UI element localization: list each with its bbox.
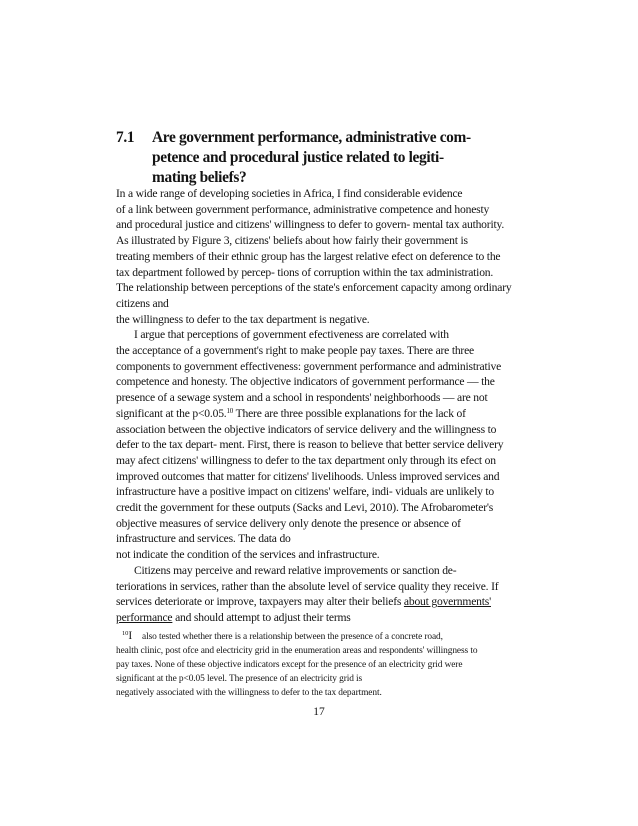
body-line: [116, 594, 520, 610]
underlined-phrase: about governments': [403, 595, 491, 609]
body-line: citizens and: [116, 296, 169, 310]
body-line: objective measures of service delivery only denote the presence or absence of: [116, 516, 461, 530]
footnote-mark: 10: [122, 630, 129, 637]
footnote-line: negatively associated with the willingness to defer to the tax department.: [116, 688, 382, 698]
body-line: of a link between government performance, administrative competence and honesty: [116, 202, 490, 216]
footnote: [116, 629, 520, 700]
body-line: competence and honesty. The objective indicators of government performance — the: [116, 375, 495, 389]
footnote-line: significant at the p<0.05 level. The presence of an electricity grid is: [116, 674, 363, 684]
footnote-line: health clinic, post ofce and electricity grid in the enumeration areas and respondents' willingness to: [116, 646, 478, 656]
body-line: The relationship between perceptions of the state's enforcement capacity among ordinary: [116, 281, 512, 295]
footnote-line: pay taxes. None of these objective indicators except for the presence of an electricity grid were: [116, 660, 463, 670]
body-line-text: services deteriorate or improve, taxpayers may alter their beliefs: [116, 595, 402, 609]
body-line: infrastructure have a positive impact on citizens' welfare, indi- viduals are unlikely to: [116, 485, 495, 499]
section-title: [152, 128, 512, 188]
body-line: the willingness to defer to the tax department is negative.: [116, 312, 370, 326]
body-line: presence of a sewage system and a school in respondents' neighborhoods — are not: [116, 391, 488, 405]
body-line: In a wide range of developing societies in Africa, I find considerable evidence: [116, 187, 463, 200]
body-line: [116, 406, 520, 422]
body-line: infrastructure and services. The data do: [116, 532, 291, 546]
body-line: teriorations in services, rather than the absolute level of service quality they receive. If: [116, 579, 499, 593]
body-line: I argue that perceptions of government efectiveness are correlated with: [134, 328, 449, 342]
body-line: the acceptance of a government's right to make people pay taxes. There are three: [116, 344, 474, 358]
underlined-phrase: performance: [116, 610, 173, 624]
body-line: and procedural justice and citizens' willingness to defer to govern- mental tax authority.: [116, 218, 505, 232]
body-line: may afect citizens' willingness to defer to the tax department only through its efect on: [116, 453, 496, 467]
body-line: Citizens may perceive and reward relative improvements or sanction de-: [134, 563, 457, 577]
body-line: improved outcomes that matter for citizens' livelihoods. Unless improved services and: [116, 469, 500, 483]
section-number: 7.1: [116, 129, 135, 146]
body-line: [116, 610, 520, 626]
body-line-text: There are three possible explanations for the lack of: [235, 406, 466, 420]
section-title-line: petence and procedural justice related to legiti-: [152, 149, 444, 166]
body-line: association between the objective indicators of service delivery and the willingness to: [116, 422, 497, 436]
body-line: treating members of their ethnic group has the largest relative efect on deference to the: [116, 249, 501, 263]
body-line-text: and should attempt to adjust their terms: [175, 610, 351, 624]
footnote-reference[interactable]: 10: [226, 406, 234, 415]
body-line-text: significant at the p<0.05.: [116, 406, 227, 420]
body-text: [116, 186, 520, 626]
body-line: credit the government for these outputs (Sacks and Levi, 2010). The Afrobarometer's: [116, 501, 494, 515]
footnote-text: also tested whether there is a relationship between the presence of a concrete road,: [142, 632, 443, 642]
section-title-line: mating beliefs?: [152, 169, 247, 186]
footnote-line: [116, 629, 520, 644]
section-title-line: Are government performance, administrative com-: [152, 129, 471, 146]
body-line: components to government effectiveness: government performance and administrative: [116, 359, 502, 373]
body-line: defer to the tax depart- ment. First, there is reason to believe that better service delivery: [116, 438, 504, 452]
body-line: not indicate the condition of the services and infrastructure.: [116, 548, 380, 562]
page-number: 17: [313, 706, 325, 718]
body-line: As illustrated by Figure 3, citizens' beliefs about how fairly their government is: [116, 234, 468, 248]
footnote-initial: I: [128, 630, 133, 642]
body-line: tax department followed by percep- tions of corruption within the tax administration.: [116, 265, 494, 279]
